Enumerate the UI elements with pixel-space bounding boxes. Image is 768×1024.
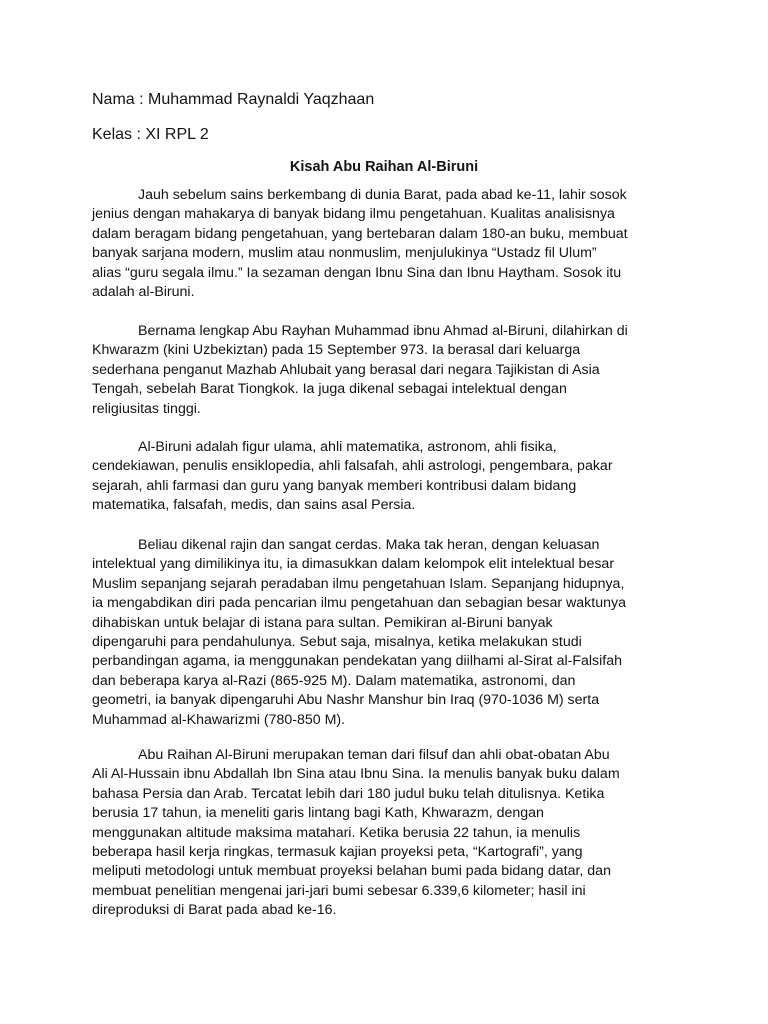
paragraph-line: banyak sarjana modern, muslim atau nonmuslim, menjulukinya “Ustadz fil Ulum” xyxy=(92,245,597,262)
paragraph-line: cendekiawan, penulis ensiklopedia, ahli falsafah, ahli astrologi, pengembara, pakar xyxy=(92,458,613,475)
paragraph-line: ia mengabdikan diri pada pencarian ilmu pengetahuan dan sebagian besar waktunya xyxy=(92,595,626,612)
paragraph-line: Al-Biruni adalah figur ulama, ahli matematika, astronom, ahli fisika, xyxy=(138,439,557,455)
paragraph-line: Tengah, sebelah Barat Tiongkok. Ia juga dikenal sebagai intelektual dengan xyxy=(92,381,567,398)
paragraph-line: religiusitas tinggi. xyxy=(92,400,201,417)
paragraph-line: dan beberapa karya al-Razi (865-925 M). Dalam matematika, astronomi, dan xyxy=(92,672,576,689)
paragraph xyxy=(92,322,684,419)
paragraph-line: dalam beragam bidang pengetahuan, yang bertebaran dalam 180-an buku, membuat xyxy=(92,225,628,242)
paragraph xyxy=(92,186,684,302)
paragraph-line: adalah al-Biruni. xyxy=(92,284,195,301)
paragraph-line: jenius dengan mahakarya di banyak bidang ilmu pengetahuan. Kualitas analisisnya xyxy=(92,206,615,223)
paragraph-line: membuat penelitian mengenai jari-jari bumi sebesar 6.339,6 kilometer; hasil ini xyxy=(92,882,586,899)
paragraph-line: perbandingan agama, ia menggunakan pendekatan yang diilhami al-Sirat al-Falsifah xyxy=(92,653,623,670)
paragraph xyxy=(92,536,684,730)
paragraph xyxy=(92,746,684,921)
paragraph-line: Abu Raihan Al-Biruni merupakan teman dari filsuf dan ahli obat-obatan Abu xyxy=(138,747,610,763)
paragraph-line: Beliau dikenal rajin dan sangat cerdas. Maka tak heran, dengan keluasan xyxy=(138,537,600,553)
paragraph-line: Muhammad al-Khawarizmi (780-850 M). xyxy=(92,711,346,728)
student-class-line: Kelas : XI RPL 2 xyxy=(92,126,209,143)
paragraph-line: Jauh sebelum sains berkembang di dunia Barat, pada abad ke-11, lahir sosok xyxy=(138,187,627,203)
paragraph-line: alias “guru segala ilmu.” Ia sezaman dengan Ibnu Sina dan Ibnu Haytham. Sosok itu xyxy=(92,264,622,281)
paragraph-line: direproduksi di Barat pada abad ke-16. xyxy=(92,902,337,919)
paragraph-line: matematika, falsafah, medis, dan sains asal Persia. xyxy=(92,497,416,514)
paragraph-line: sejarah, ahli farmasi dan guru yang banyak memberi kontribusi dalam bidang xyxy=(92,477,577,494)
document-title: Kisah Abu Raihan Al-Biruni xyxy=(289,159,479,175)
paragraph-line: Muslim sepanjang sejarah peradaban ilmu pengetahuan Islam. Sepanjang hidupnya, xyxy=(92,575,625,592)
paragraph-line: sederhana penganut Mazhab Ahlubait yang berasal dari negara Tajikistan di Asia xyxy=(92,361,600,378)
paragraph-line: beberapa hasil kerja ringkas, termasuk kajian proyeksi peta, “Kartografi”, yang xyxy=(92,844,583,861)
paragraph-line: Bernama lengkap Abu Rayhan Muhammad ibnu Ahmad al-Biruni, dilahirkan di xyxy=(138,323,628,339)
paragraph xyxy=(92,438,684,516)
paragraph-line: berusia 17 tahun, ia meneliti garis lintang bagi Kath, Khwarazm, dengan xyxy=(92,805,544,822)
paragraph-line: geometri, ia banyak dipengaruhi Abu Nashr Manshur bin Iraq (970-1036 M) serta xyxy=(92,692,600,709)
paragraph-line: menggunakan altitude maksima matahari. Ketika berusia 22 tahun, ia menulis xyxy=(92,824,581,841)
paragraph-line: dihabiskan untuk belajar di istana para sultan. Pemikiran al-Biruni banyak xyxy=(92,614,553,631)
paragraph-line: bahasa Persia dan Arab. Tercatat lebih dari 180 judul buku telah ditulisnya. Ketika xyxy=(92,785,605,802)
paragraph-line: Khwarazm (kini Uzbekiztan) pada 15 September 973. Ia berasal dari keluarga xyxy=(92,342,581,359)
paragraph-line: intelektual yang dimilikinya itu, ia dimasukkan dalam kelompok elit intelektual besar xyxy=(92,556,615,573)
paragraph-line: dipengaruhi para pendahulunya. Sebut saja, misalnya, ketika melakukan studi xyxy=(92,634,582,651)
paragraph-line: Ali Al-Hussain ibnu Abdallah Ibn Sina atau Ibnu Sina. Ia menulis banyak buku dalam xyxy=(92,766,620,783)
paragraph-line: meliputi metodologi untuk membuat proyeksi belahan bumi pada bidang datar, dan xyxy=(92,863,611,880)
student-name-line: Nama : Muhammad Raynaldi Yaqzhaan xyxy=(92,91,375,108)
